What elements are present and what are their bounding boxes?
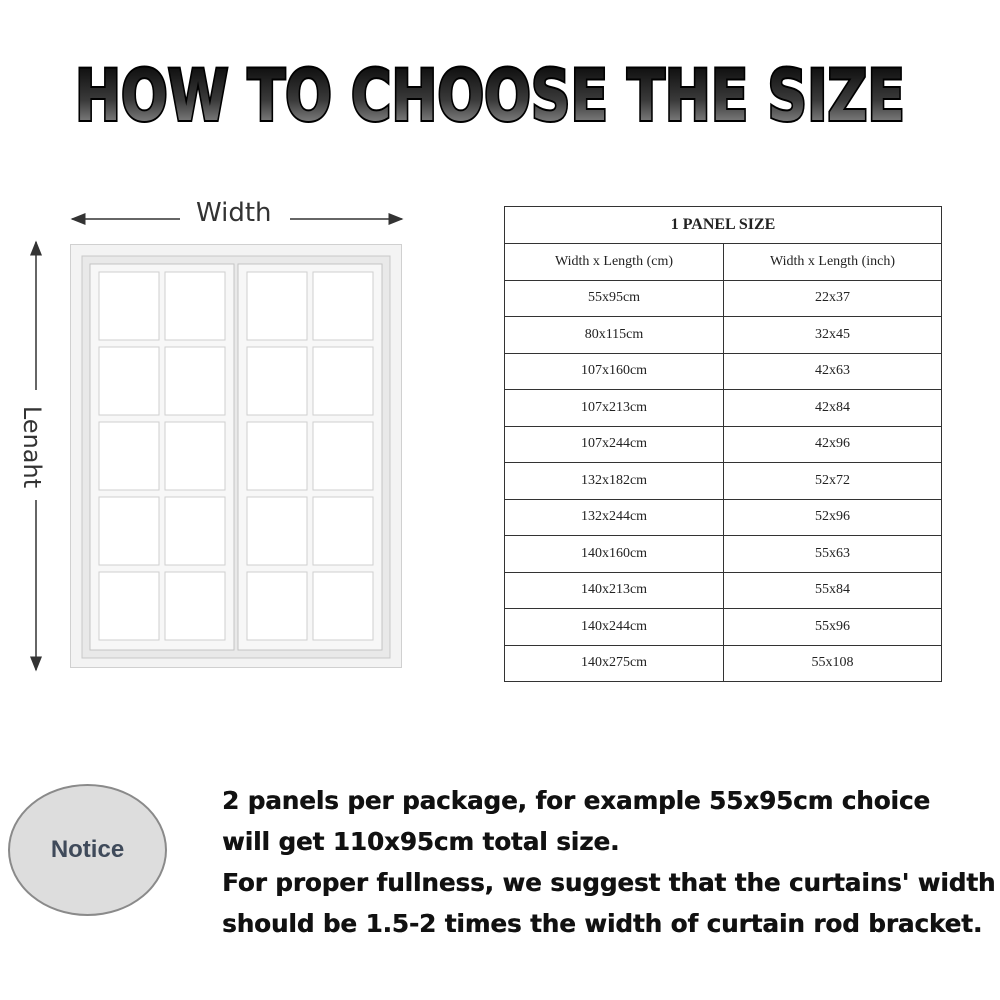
- window-illustration: [70, 244, 402, 668]
- width-label: Width: [196, 198, 272, 228]
- table-heading: 1 PANEL SIZE: [505, 207, 942, 244]
- size-cm: 107x160cm: [505, 353, 724, 390]
- size-inch: 22x37: [724, 280, 942, 317]
- size-inch: 55x108: [724, 645, 942, 682]
- size-cm: 132x244cm: [505, 499, 724, 536]
- size-cm: 140x275cm: [505, 645, 724, 682]
- size-inch: 32x45: [724, 317, 942, 354]
- page-title: [0, 40, 1000, 140]
- size-inch: 52x72: [724, 463, 942, 500]
- size-cm: 107x213cm: [505, 390, 724, 427]
- notice-line: For proper fullness, we suggest that the curtains' width: [222, 868, 996, 897]
- table-row: [505, 463, 942, 500]
- size-inch: 55x96: [724, 609, 942, 646]
- size-inch: 52x96: [724, 499, 942, 536]
- notice-label: Notice: [50, 836, 125, 863]
- size-cm: 55x95cm: [505, 280, 724, 317]
- table-row: [505, 572, 942, 609]
- size-table: [504, 206, 942, 682]
- size-inch: 42x63: [724, 353, 942, 390]
- size-cm: 140x213cm: [505, 572, 724, 609]
- table-row: [505, 536, 942, 573]
- length-label: Lenaht: [18, 405, 46, 489]
- notice-text: [222, 780, 996, 944]
- table-row: [505, 390, 942, 427]
- table-row: [505, 426, 942, 463]
- size-inch: 55x63: [724, 536, 942, 573]
- size-cm: 107x244cm: [505, 426, 724, 463]
- size-inch: 42x96: [724, 426, 942, 463]
- size-cm: 132x182cm: [505, 463, 724, 500]
- table-row: [505, 499, 942, 536]
- notice-line: should be 1.5-2 times the width of curtain rod bracket.: [222, 909, 983, 938]
- column-header-cm: Width x Length (cm): [505, 244, 724, 281]
- table-row: [505, 317, 942, 354]
- size-inch: 55x84: [724, 572, 942, 609]
- table-row: [505, 645, 942, 682]
- table-row: [505, 280, 942, 317]
- column-header-inch: Width x Length (inch): [724, 244, 942, 281]
- table-row: [505, 353, 942, 390]
- page-title-text: HOW TO CHOOSE THE SIZE: [75, 55, 905, 137]
- size-inch: 42x84: [724, 390, 942, 427]
- size-cm: 140x244cm: [505, 609, 724, 646]
- size-cm: 140x160cm: [505, 536, 724, 573]
- notice-line: 2 panels per package, for example 55x95cm choice: [222, 786, 930, 815]
- notice-line: will get 110x95cm total size.: [222, 827, 620, 856]
- notice-badge: [8, 784, 167, 916]
- table-row: [505, 609, 942, 646]
- size-cm: 80x115cm: [505, 317, 724, 354]
